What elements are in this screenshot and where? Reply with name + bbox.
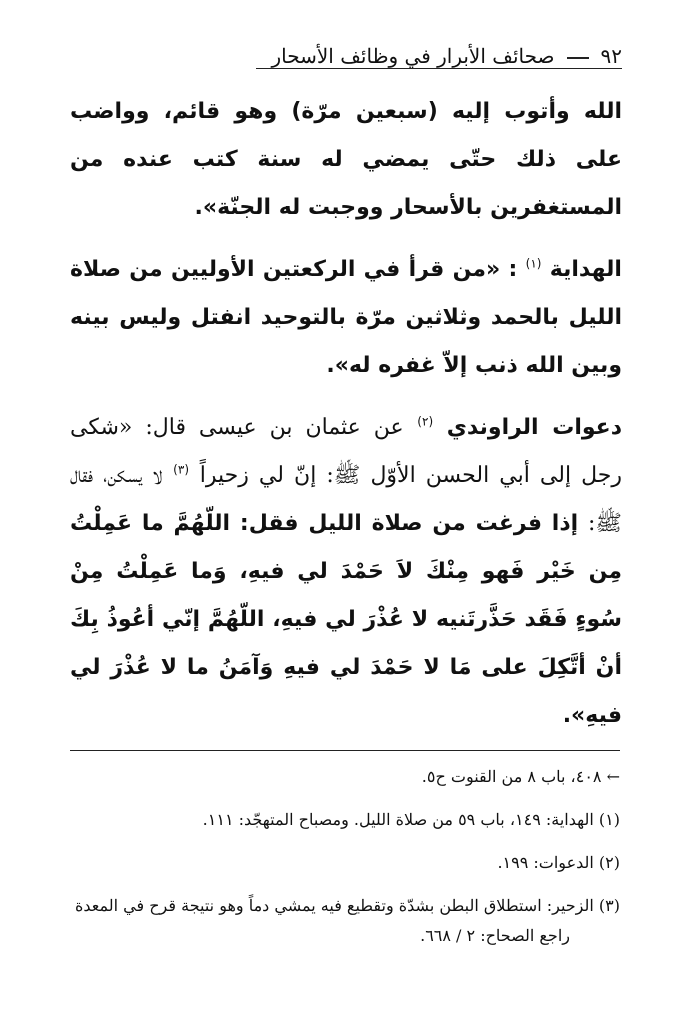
paragraph-2 xyxy=(70,246,622,390)
page-number: ٩٢ xyxy=(600,44,622,68)
paragraph-3 xyxy=(70,404,622,740)
paragraph-2-text: : «من قرأ في الركعتين الأوليين من صلاة الليل بالحمد وثلاثين مرّة بالتوحيد انفتل وليس بينه وبين الله ذنب إلاّ غفره له». xyxy=(70,257,622,378)
footnotes xyxy=(72,762,620,964)
footnote-ref-2: (٢) xyxy=(417,414,434,429)
body-text xyxy=(70,88,622,740)
prayer-text: إذا فرغت من صلاة الليل فقل: اللّهُمَّ ما عَمِلْتُ مِن خَيْر فَهو مِنْكَ لاَ حَمْدَ لي فيهِ، وَما عَمِلْتُ مِنْ سُوءٍ فَقَد حَذَّرتَنيه لا عُذْرَ لي فيهِ، اللّهُمَّ إنّي أعُوذُ بِكَ أنْ أتَّكِلَ على مَا لا حَمْدَ لي فيهِ وَآمَنُ ما لا عُذْرَ لي فيهِ». xyxy=(70,511,622,728)
footnote-3: (٣) الزحير: استطلاق البطن بشدّة وتقطيع فيه يمشي دماً وهو نتيجة قرح في المعدة xyxy=(75,896,620,915)
source-name: دعوات الراوندي xyxy=(446,415,622,440)
footnote-2: (٢) الدعوات: ١٩٩. xyxy=(497,853,620,872)
footnote-ref-3: (٣) xyxy=(173,462,189,477)
paragraph-1: الله وأتوب إليه (سبعين مرّة) وهو قائم، وواضب على ذلك حتّى يمضي له سنة كتب عنده من المستغفرين بالأسحار ووجبت له الجنّة». xyxy=(70,99,622,220)
footnote-1: (١) الهداية: ١٤٩، باب ٥٩ من صلاة الليل. ومصباح المتهجّد: ١١١. xyxy=(202,810,620,829)
narration-text-cont: لا يسكن، فقال ﷺ: xyxy=(70,463,622,536)
source-name: الهداية xyxy=(549,257,622,282)
footnote-separator xyxy=(70,750,620,751)
book-title: صحائف الأبرار في وظائف الأسحار xyxy=(271,44,555,68)
header-rule xyxy=(567,57,589,59)
narration-text: عن عثمان بن عيسى قال: «شكى رجل إلى أبي الحسن الأوّل ﷺ: إنّ لي زحيراً xyxy=(70,415,623,488)
running-header xyxy=(256,28,622,69)
footnote-3-continued: راجع الصحاح: ٢ / ٦٦٨. xyxy=(420,926,570,945)
footnote-ref-1: (١) xyxy=(525,256,542,271)
footnote-continuation: ← ٤٠٨، باب ٨ من القنوت ح٥. xyxy=(421,767,620,786)
